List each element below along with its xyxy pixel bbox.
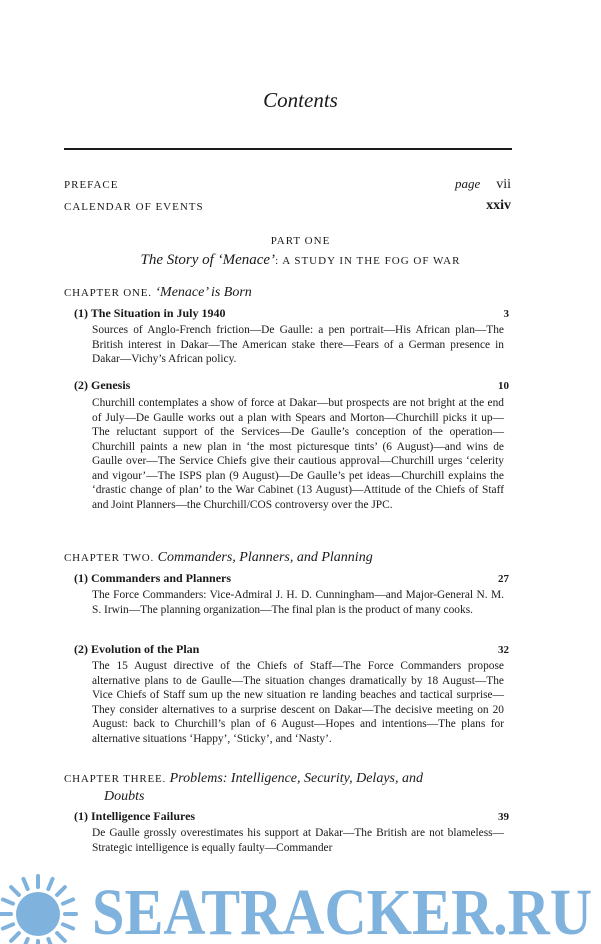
chapter-title-continued <box>104 789 144 805</box>
sun-ray <box>63 899 73 903</box>
section-page: 3 <box>503 308 509 320</box>
sun-logo-icon <box>0 876 76 944</box>
title-rule <box>64 148 512 150</box>
chapter-title: ‘Menace’ is Born <box>155 285 252 300</box>
section-description: Sources of Anglo-French friction—De Gaulle: a pen portrait—His African plan—The British interest in Dakar—The American stake there—Fears of a German presence in Dakar—Vichy’s African policy. <box>92 324 504 365</box>
chapter-heading <box>64 285 252 301</box>
watermark-text: SEATRACKER.RU <box>92 876 592 944</box>
section-heading <box>74 306 226 321</box>
part-title-rest: : A STUDY IN THE FOG OF WAR <box>275 255 461 267</box>
sun-ray <box>23 939 27 944</box>
section-description: Churchill contemplates a show of force at Dakar—but prospects are not bright at the end of July—De Gaulle works out a plan with Spears and Morton—Churchill picks it up—The reluctant support of the Services—De Gaulle’s conception of the operation—Churchill paints a new plan in ‘the most picturesque tints’ (6 August)—and wins de Gaulle over—The Service Chiefs give their cautious approval—Churchill urges ‘celerity and vigour’—The ISPS plan (9 August)—De Gaulle’s pet ideas—Churchill explains the ‘drastic change of plan’ to the War Cabinet (13 August)—Attitude of the Chiefs of Staff and Joint Planners—the Churchill/COS controversy over the JPC. <box>92 397 504 511</box>
front-matter-label: PREFACE <box>64 179 119 191</box>
sun-ray <box>11 887 19 895</box>
sun-ray <box>57 933 65 941</box>
chapter-label: CHAPTER TWO. <box>64 552 155 564</box>
chapter-title-line2: Doubts <box>104 789 145 804</box>
sun-ray <box>63 924 73 928</box>
section-page: 27 <box>498 573 509 585</box>
front-matter-label: CALENDAR OF EVENTS <box>64 201 204 213</box>
section-number: (2) <box>74 378 88 392</box>
sun-ray <box>23 879 27 889</box>
section-page: 32 <box>498 644 509 656</box>
section-title: Evolution of the Plan <box>91 642 200 656</box>
sun-ray <box>3 924 13 928</box>
section-title: Genesis <box>91 378 131 392</box>
seatracker-watermark <box>0 856 601 944</box>
page-number: vii <box>496 177 511 192</box>
sun-ray <box>48 879 52 889</box>
sun-ray <box>57 887 65 895</box>
section-page: 10 <box>498 380 509 392</box>
section-heading <box>74 642 199 657</box>
chapter-heading <box>64 771 423 787</box>
chapter-title: Problems: Intelligence, Security, Delays, and <box>169 771 423 786</box>
section-heading <box>74 571 231 586</box>
part-title <box>0 252 601 269</box>
section-description: The 15 August directive of the Chiefs of Staff—The Force Commanders propose alternative plans to de Gaulle—The situation changes dramatically by 18 August—The Vice Chiefs of Staff sum up the new situation re landing beaches and tactical surprise—They consider alternatives to a surprise descent on Dakar—The decisive meeting on 20 August: back to Churchill’s plan of 6 August—Hopes and intentions—The plans for alternative situations ‘Happy’, ‘Sticky’, and ‘Nasty’. <box>92 660 504 745</box>
section-page: 39 <box>498 811 509 823</box>
page-word: page <box>454 176 481 191</box>
section-heading <box>74 809 195 824</box>
section-title: The Situation in July 1940 <box>90 306 226 320</box>
section-description: De Gaulle grossly overestimates his support at Dakar—The British are not blameless—Strategic intelligence is equally faulty—Commander <box>92 827 504 854</box>
chapter-title: Commanders, Planners, and Planning <box>157 550 373 565</box>
sun-ray <box>3 899 13 903</box>
section-heading <box>74 378 130 393</box>
sun-ray <box>11 933 19 941</box>
chapter-heading <box>64 550 373 566</box>
front-matter-page <box>455 176 511 193</box>
page-title: Contents <box>263 88 338 112</box>
section-number: (2) <box>74 642 88 656</box>
section-number: (1) <box>74 306 88 320</box>
section-description: The Force Commanders: Vice-Admiral J. H. D. Cunningham—and Major-General N. M. S. Irwin—The planning organization—The final plan is the product of many cooks. <box>92 589 504 616</box>
section-title: Commanders and Planners <box>91 571 232 585</box>
part-label: PART ONE <box>270 235 331 247</box>
part-title-italic: The Story of ‘Menace’ <box>140 252 276 268</box>
sun-ray <box>48 939 52 944</box>
section-title: Intelligence Failures <box>91 809 196 823</box>
chapter-label: CHAPTER THREE. <box>64 773 167 785</box>
section-number: (1) <box>74 809 88 823</box>
section-number: (1) <box>74 571 88 585</box>
chapter-label: CHAPTER ONE. <box>64 287 152 299</box>
front-matter-page: xxiv <box>486 198 511 213</box>
